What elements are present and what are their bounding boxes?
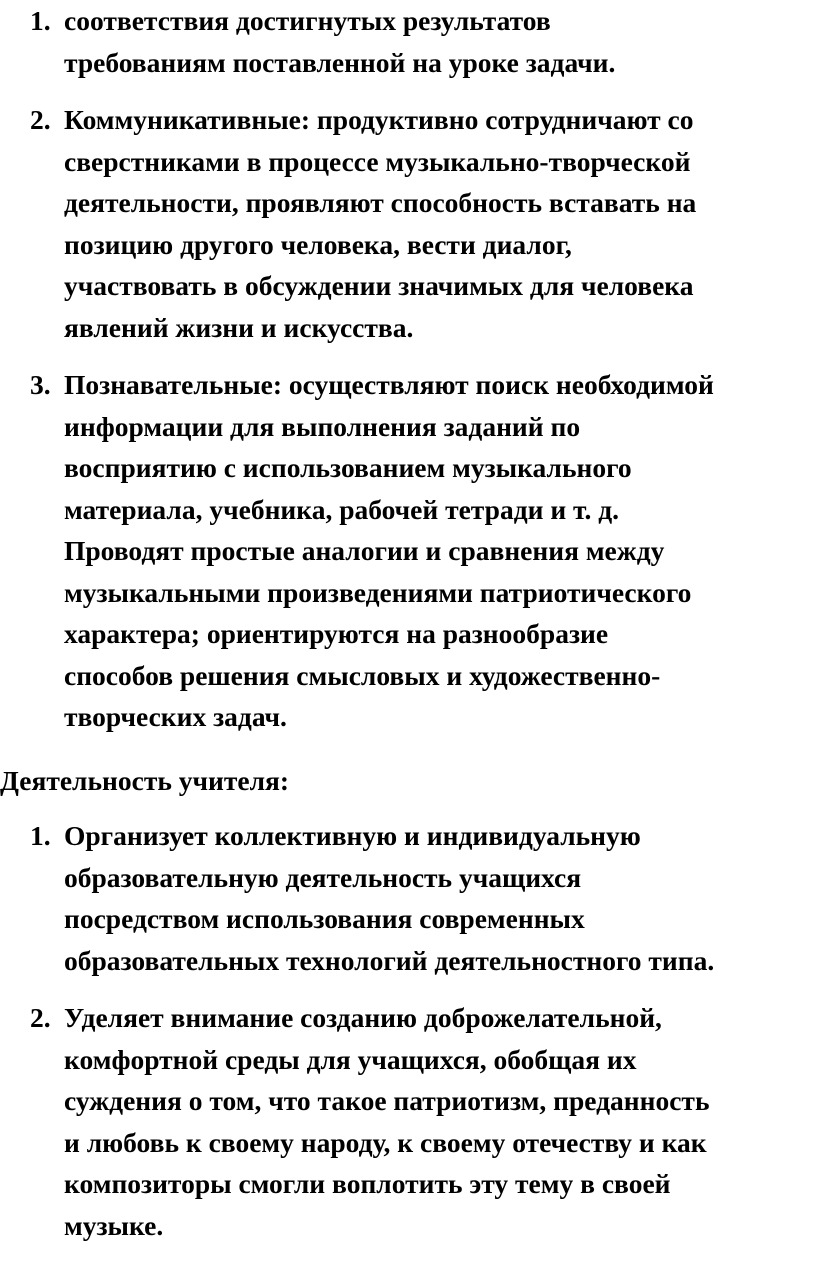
- item-line: посредством использования современных: [64, 903, 585, 934]
- item-line: сверстниками в процессе музыкально-творческой: [64, 145, 691, 177]
- item-line: Коммуникативные: продуктивно сотрудничают со: [64, 104, 694, 135]
- item-line: соответствия достигнутых результатов: [64, 5, 551, 36]
- item-line: явлений жизни и искусства.: [64, 311, 414, 343]
- item-line: композиторы смогли воплотить эту тему в своей: [64, 1168, 671, 1199]
- item-line: суждения о том, что такое патриотизм, преданность: [64, 1085, 710, 1116]
- item-line: образовательную деятельность учащихся: [64, 861, 582, 893]
- item-line: деятельности, проявляют способность вставать на: [64, 187, 697, 218]
- item-line: музыкальными произведениями патриотического: [64, 576, 692, 608]
- list-item: [0, 0, 816, 83]
- item-line: информации для выполнения заданий по: [64, 410, 581, 442]
- item-line: Уделяет внимание созданию доброжелательной,: [64, 1002, 662, 1033]
- item-line: требованиям поставленной на уроке задачи.: [64, 46, 616, 78]
- item-line: позицию другого человека, вести диалог,: [64, 228, 572, 260]
- list-item: [0, 364, 816, 738]
- item-line: образовательных технологий деятельностного типа.: [64, 944, 715, 976]
- list-item: [0, 815, 816, 981]
- item-line: Познавательные: осуществляют поиск необходимой: [64, 369, 714, 400]
- item-number: 2.: [30, 104, 51, 135]
- item-line: восприятию с использованием музыкального: [64, 452, 632, 483]
- item-line: Проводят простые аналогии и сравнения между: [64, 535, 665, 566]
- item-line: Организует коллективную и индивидуальную: [64, 820, 641, 851]
- item-line: способов решения смысловых и художественно-: [64, 659, 661, 691]
- list-item: [0, 99, 816, 348]
- item-line: и любовь к своему народу, к своему отечеству и как: [64, 1126, 707, 1158]
- item-number: 2.: [30, 1002, 51, 1033]
- item-number: 1.: [30, 820, 51, 851]
- item-line: комфортной среды для учащихся, обобщая их: [64, 1043, 637, 1075]
- item-line: участвовать в обсуждении значимых для человека: [64, 270, 694, 301]
- teacher-activity-list: [0, 815, 816, 1246]
- item-line: музыке.: [64, 1209, 164, 1241]
- item-number: 1.: [30, 5, 51, 36]
- list-item: [0, 997, 816, 1246]
- item-line: характера; ориентируются на разнообразие: [64, 618, 609, 649]
- item-line: творческих задач.: [64, 701, 287, 732]
- teacher-activity-heading: Деятельность учителя:: [0, 765, 290, 796]
- item-line: материала, учебника, рабочей тетради и т. д.: [64, 493, 620, 525]
- item-number: 3.: [30, 369, 51, 400]
